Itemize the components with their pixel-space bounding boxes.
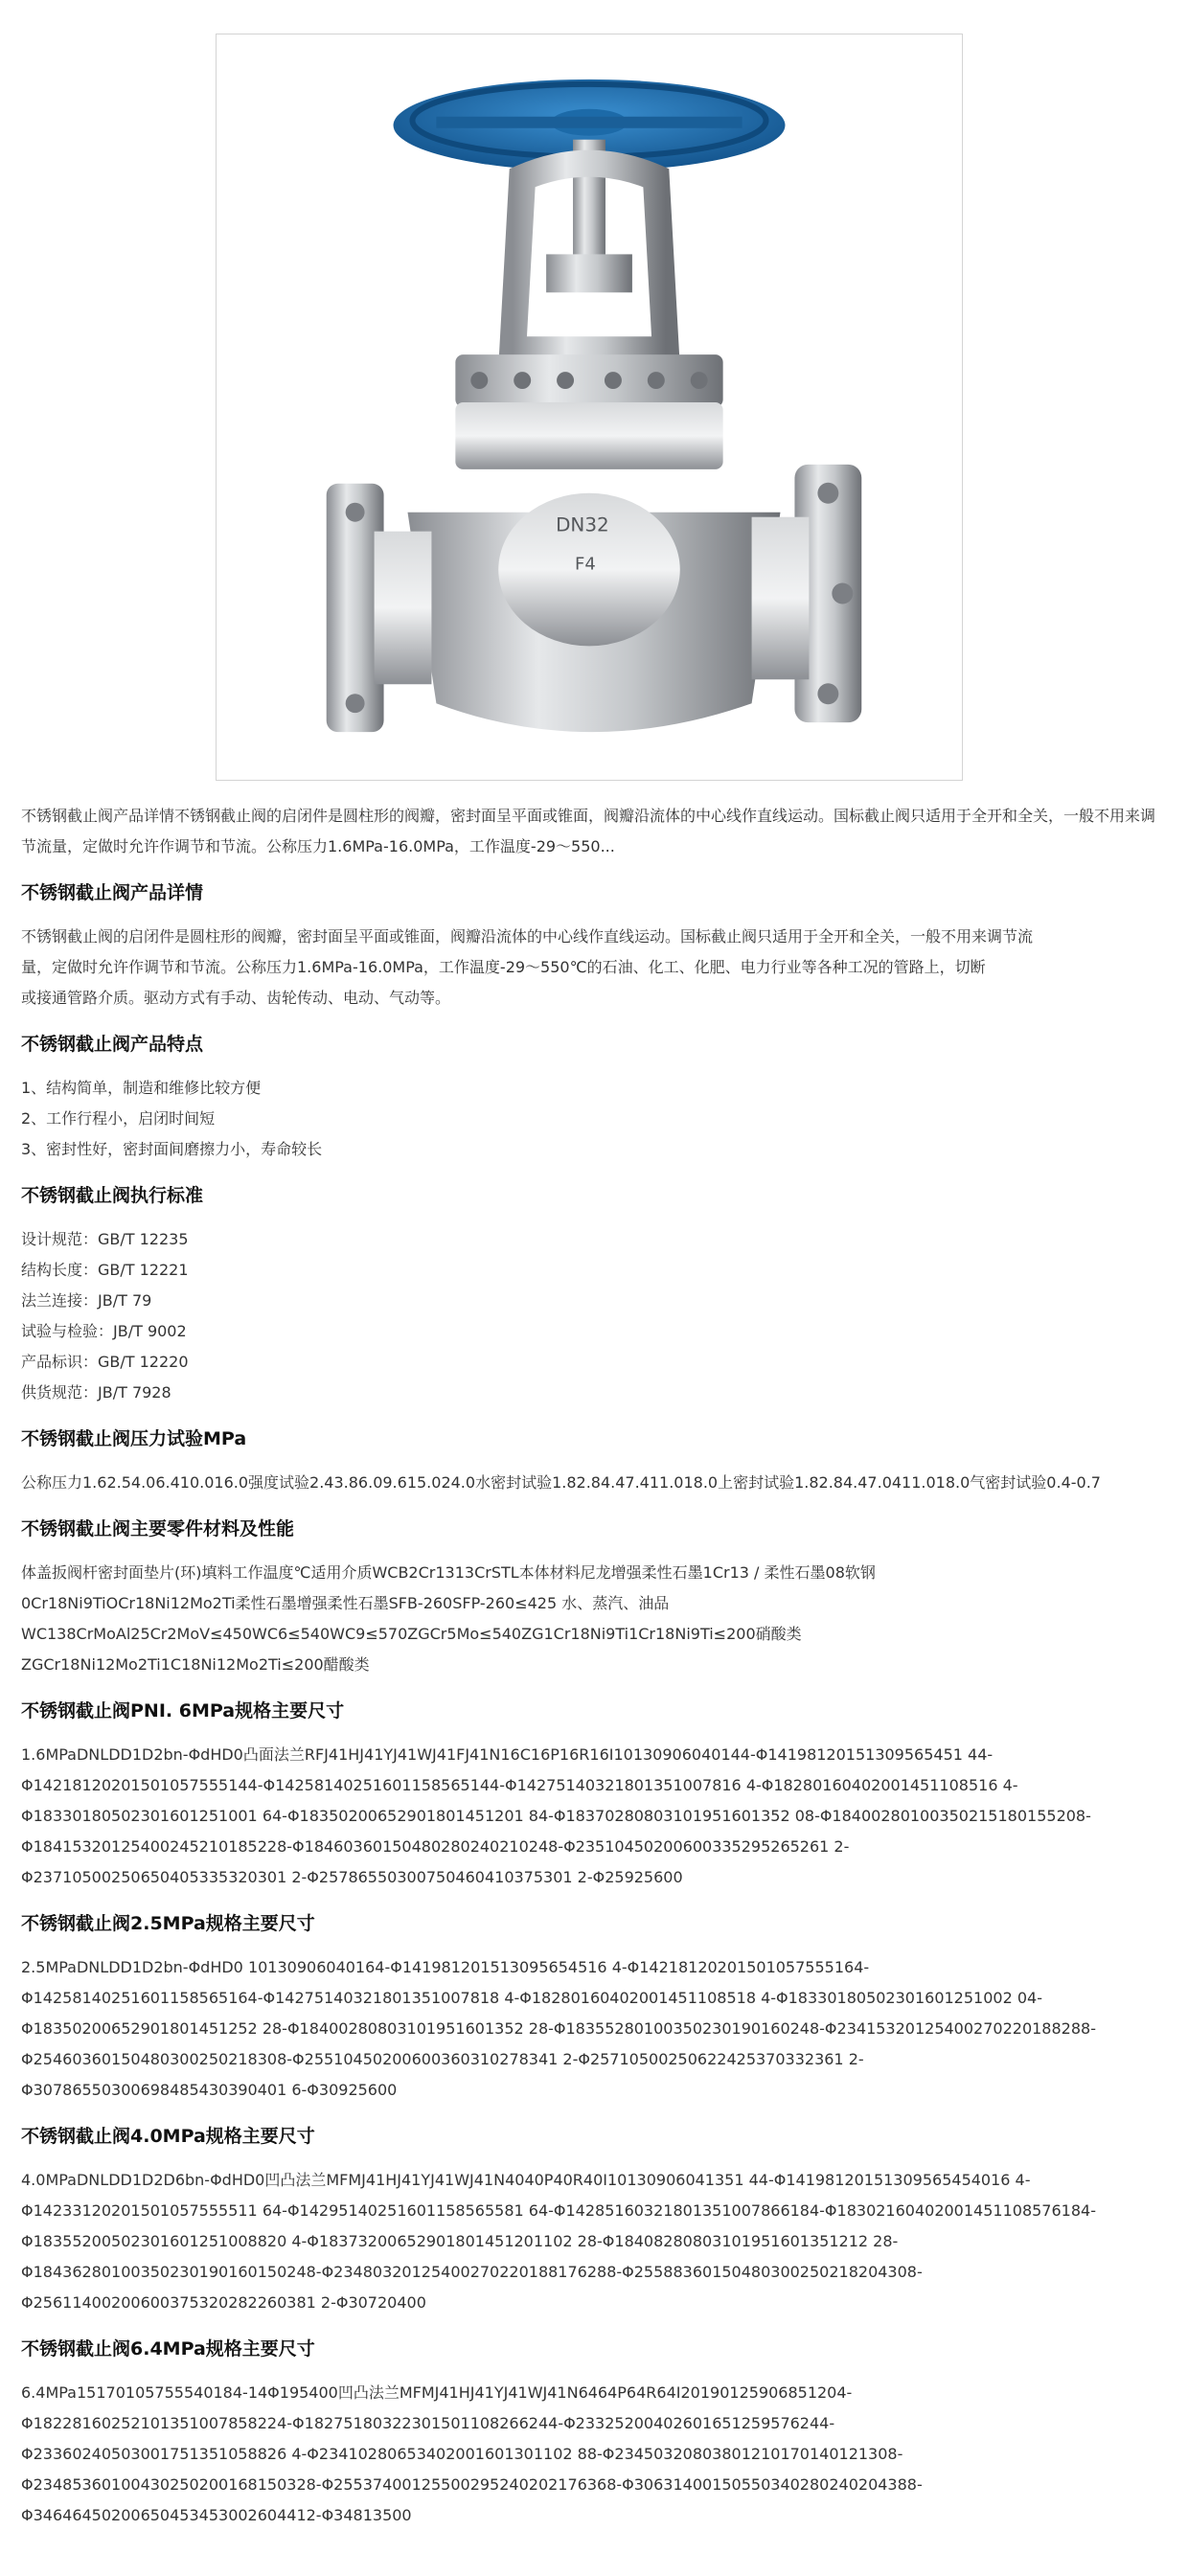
section-title-pn25: 不锈钢截止阀2.5MPa规格主要尺寸 [21, 1913, 315, 1934]
section-title-pressure: 不锈钢截止阀压力试验MPa [21, 1428, 247, 1449]
details-line: 不锈钢截止阀的启闭件是圆柱形的阀瓣，密封面呈平面或锥面，阀瓣沿流体的中心线作直线运动。国标截止阀只适用于全开和全关，一般不用来调节流 [21, 927, 1034, 946]
section-title-pn64: 不锈钢截止阀6.4MPa规格主要尺寸 [21, 2338, 315, 2359]
feature-item: 2、工作行程小，启闭时间短 [21, 1109, 216, 1128]
materials-line: 0Cr18Ni9TiOCr18Ni12Mo2Ti柔性石墨增强柔性石墨SFB-260SFP-260≤425 水、蒸汽、油品 [21, 1594, 670, 1612]
section-title-materials: 不锈钢截止阀主要零件材料及性能 [21, 1518, 295, 1539]
pn64-line: Φ18228160252101351007858224-Φ18275180322301501108266244-Φ23325200402601651259576244- [21, 2414, 835, 2432]
pn16-dimensions-text [21, 1740, 1161, 1893]
standard-item: 试验与检验：JB/T 9002 [21, 1322, 187, 1340]
pn16-line: Φ23710500250650405335320301 2-Φ25786550300750460410375301 2-Φ25925600 [21, 1868, 683, 1886]
product-content [21, 801, 1161, 2548]
pn40-line: 4.0MPaDNLDD1D2D6bn-ΦdHD0凹凸法兰MFMJ41HJ41YJ41WJ41N4040P40R40I10130906041351 44-Φ14198120151309565454016 4- [21, 2171, 1031, 2189]
section-title-features: 不锈钢截止阀产品特点 [21, 1034, 204, 1055]
pn16-line: Φ14218120201501057555144-Φ14258140251601158565144-Φ14275140321801351007816 4-Φ18280160402001451108516 4- [21, 1776, 1018, 1794]
bonnet-flange [455, 354, 722, 407]
pn25-dimensions-text [21, 1952, 1161, 2106]
details-line: 或接通管路介质。驱动方式有手动、齿轮传动、电动、气动等。 [21, 989, 451, 1007]
standard-item: 设计规范：GB/T 12235 [21, 1230, 189, 1248]
product-image [216, 34, 963, 781]
standard-item: 结构长度：GB/T 12221 [21, 1261, 189, 1279]
standard-item: 供货规范：JB/T 7928 [21, 1383, 171, 1402]
pn25-line: Φ30786550300698485430390401 6-Φ30925600 [21, 2081, 398, 2099]
section-title-pn40: 不锈钢截止阀4.0MPa规格主要尺寸 [21, 2126, 315, 2147]
materials-line: 体盖扳阀杆密封面垫片(环)填料工作温度℃适用介质WCB2Cr1313CrSTL本体材料尼龙增强柔性石墨1Cr13 / 柔性石墨08软钢 [21, 1563, 876, 1582]
pn25-line: Φ25460360150480300250218308-Φ25510450200600360310278341 2-Φ25710500250622425370332361 2- [21, 2050, 864, 2068]
feature-item: 1、结构简单，制造和维修比较方便 [21, 1079, 262, 1097]
pn25-line: Φ14258140251601158565164-Φ14275140321801351007818 4-Φ18280160402001451108518 4-Φ18330180502301601251002 04- [21, 1989, 1042, 2007]
pn40-line: Φ18436280100350230190160150248-Φ23480320125400270220188176288-Φ25588360150480300250218204308- [21, 2263, 923, 2281]
pn25-line: Φ18350200652901801451252 28-Φ18400280803101951601352 28-Φ18355280100350230190160248-Φ23415320125400270220188288- [21, 2019, 1096, 2038]
pn64-line: Φ34646450200650453453002604412-Φ34813500 [21, 2506, 412, 2524]
feature-item: 3、密封性好，密封面间磨擦力小，寿命较长 [21, 1140, 323, 1158]
pn64-line: Φ23485360100430250200168150328-Φ25537400125500295240202176368-Φ30631400150550340280240204388- [21, 2475, 923, 2494]
pn40-line: Φ14233120201501057555511 64-Φ14295140251601158565581 64-Φ14285160321801351007866184-Φ18302160402001451108576184- [21, 2201, 1096, 2220]
standard-item: 产品标识：GB/T 12220 [21, 1353, 189, 1371]
materials-line: WC138CrMoAl25Cr2MoV≤450WC6≤540WC9≤570ZGCr5Mo≤540ZG1Cr18Ni9Ti1Cr18Ni9Ti≤200硝酸类 [21, 1625, 802, 1643]
section-title-pn16: 不锈钢截止阀PNⅠ. 6MPa规格主要尺寸 [21, 1700, 345, 1721]
pn64-line: 6.4MPa15170105755540184-14Φ195400凹凸法兰MFMJ41HJ41YJ41WJ41N6464P64R64I20190125906851204- [21, 2383, 853, 2402]
features-list [21, 1073, 1161, 1165]
pressure-line: 公称压力1.62.54.06.410.016.0强度试验2.43.86.09.615.024.0水密封试验1.82.84.47.411.018.0上密封试验1.82.84.47.0411.018.0气密封试验0.4-0.7 [21, 1473, 1101, 1492]
intro-summary: 不锈钢截止阀产品详情不锈钢截止阀的启闭件是圆柱形的阀瓣，密封面呈平面或锥面，阀瓣沿流体的中心线作直线运动。国标截止阀只适用于全开和全关，一般不用来调节流量，定做时允许作调节和节流。公称压力1.6MPa-16.0MPa，工作温度-29～550... [21, 807, 1156, 855]
details-paragraph [21, 922, 1161, 1014]
pressure-test-text [21, 1468, 1161, 1498]
globe-valve-image [217, 34, 962, 780]
body-marking-2: F4 [575, 554, 596, 575]
materials-line: ZGCr18Ni12Mo2Ti1C18Ni12Mo2Ti≤200醋酸类 [21, 1655, 370, 1674]
body-marking: DN32 [556, 513, 609, 536]
pn40-line: Φ25611400200600375320282260381 2-Φ30720400 [21, 2293, 426, 2312]
pn64-line: Φ23360240503001751351058826 4-Φ23410280653402001601301102 88-Φ23450320803801210170140121308- [21, 2445, 903, 2463]
pn25-line: 2.5MPaDNLDD1D2bn-ΦdHD0 10130906040164-Φ141981201513095654516 4-Φ14218120201501057555164- [21, 1958, 870, 1976]
pn40-line: Φ18355200502301601251008820 4-Φ18373200652901801451201102 28-Φ18408280803101951601351212 28- [21, 2232, 899, 2250]
details-line: 量，定做时允许作调节和节流。公称压力1.6MPa-16.0MPa，工作温度-29～550℃的石油、化工、化肥、电力行业等各种工况的管路上，切断 [21, 958, 986, 976]
pn64-dimensions-text [21, 2378, 1161, 2531]
pn16-line: Φ18415320125400245210185228-Φ18460360150480280240210248-Φ23510450200600335295265261 2- [21, 1837, 850, 1856]
section-title-details: 不锈钢截止阀产品详情 [21, 882, 204, 903]
pn16-line: Φ18330180502301601251001 64-Φ18350200652901801451201 84-Φ18370280803101951601352 08-Φ18400280100350215180155208- [21, 1807, 1091, 1825]
materials-text [21, 1558, 1161, 1680]
standard-item: 法兰连接：JB/T 79 [21, 1291, 152, 1310]
pn16-line: 1.6MPaDNLDD1D2bn-ΦdHD0凸面法兰RFJ41HJ41YJ41WJ41FJ41N16C16P16R16I10130906040144-Φ14198120151309565451 44- [21, 1745, 994, 1764]
standards-list [21, 1224, 1161, 1408]
pn40-dimensions-text [21, 2165, 1161, 2318]
section-title-standards: 不锈钢截止阀执行标准 [21, 1185, 204, 1206]
